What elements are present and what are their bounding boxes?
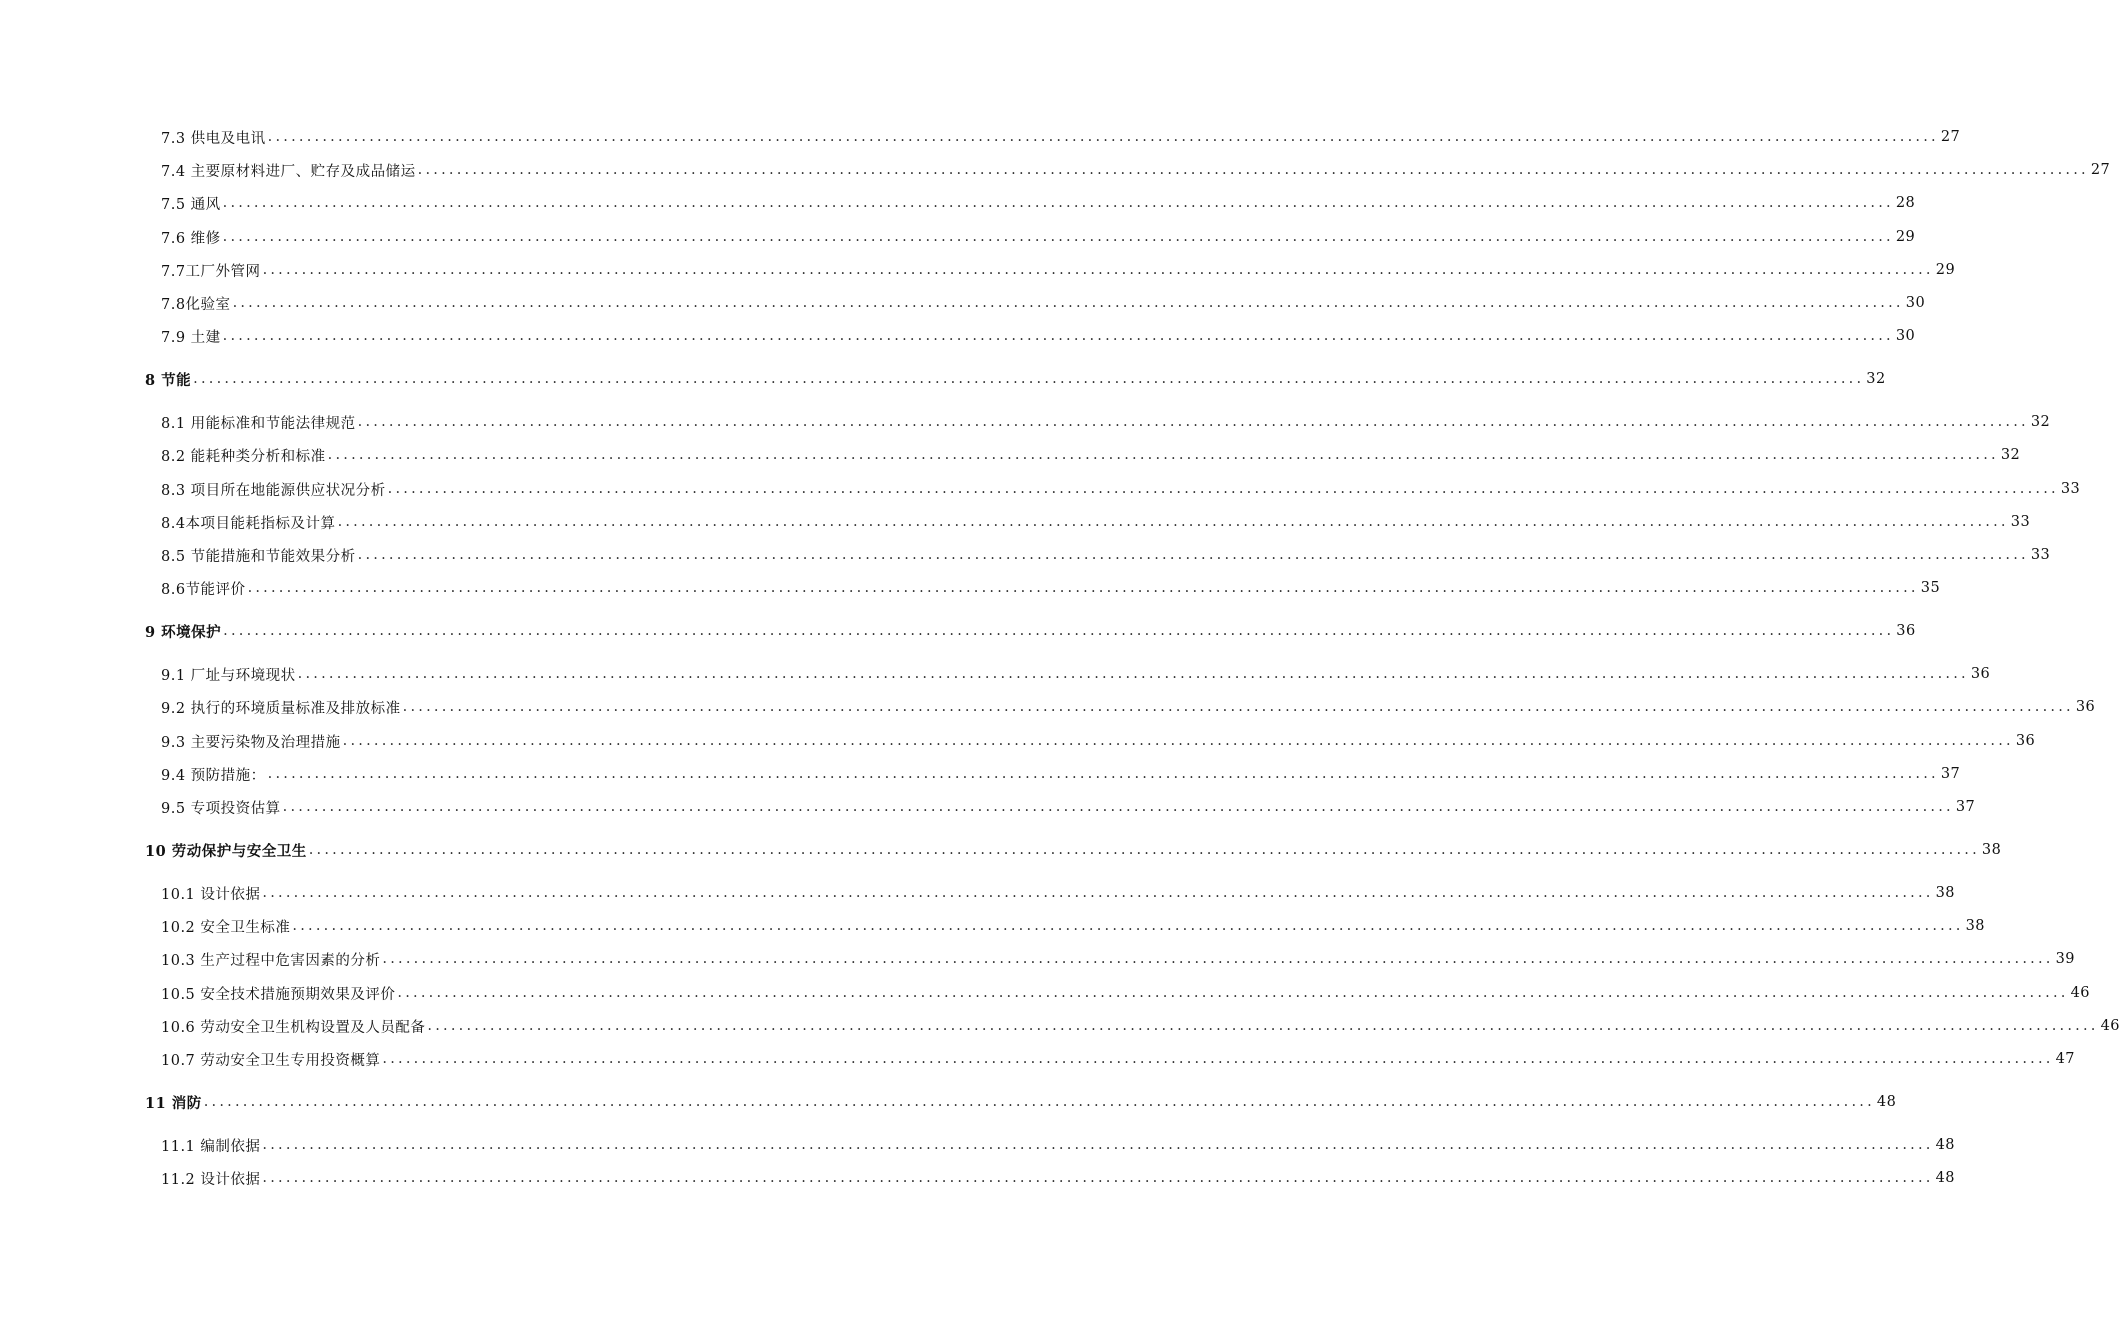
toc-entry-title: 8.1 用能标准和节能法律规范	[161, 415, 356, 432]
toc-entry[interactable]	[0, 1134, 1956, 1156]
toc-entry[interactable]	[0, 159, 2111, 181]
toc-leader-dots	[223, 192, 1894, 214]
toc-leader-dots	[397, 982, 2068, 1004]
toc-entry-page: 47	[2055, 1051, 2076, 1067]
toc-entry[interactable]	[0, 411, 2051, 433]
toc-entry-page: 33	[2060, 481, 2081, 497]
toc-entry-page: 36	[1896, 623, 1916, 639]
toc-chapter-entry[interactable]	[0, 620, 1916, 642]
toc-leader-dots	[309, 839, 1980, 861]
toc-leader-dots	[382, 1048, 2053, 1070]
toc-leader-dots	[248, 577, 1919, 599]
toc-entry-page: 30	[1905, 295, 1926, 311]
toc-entry-title: 7.9 土建	[161, 329, 221, 346]
toc-entry-title: 10.6 劳动安全卫生机构设置及人员配备	[161, 1019, 426, 1036]
toc-entry[interactable]	[0, 444, 2021, 466]
toc-chapter-title: 11 消防	[145, 1094, 202, 1112]
toc-leader-dots	[262, 1134, 1933, 1156]
toc-entry-page: 30	[1895, 328, 1916, 344]
toc-entry-title: 9.3 主要污染物及治理措施	[161, 734, 341, 751]
toc-leader-dots	[262, 1167, 1933, 1189]
toc-leader-dots	[262, 882, 1933, 904]
toc-entry-page: 48	[1876, 1094, 1897, 1110]
toc-entry-page: 36	[2015, 733, 2036, 749]
toc-entry-page: 33	[2010, 514, 2031, 530]
toc-entry-title: 10.7 劳动安全卫生专用投资概算	[161, 1052, 381, 1069]
toc-entry-title: 7.4 主要原材料进厂、贮存及成品储运	[161, 163, 416, 180]
toc-entry[interactable]	[0, 544, 2051, 566]
toc-entry-page: 38	[1935, 885, 1956, 901]
toc-chapter-title: 8 节能	[145, 371, 192, 389]
toc-entry[interactable]	[0, 1048, 2076, 1070]
toc-leader-dots	[268, 763, 1939, 785]
toc-entry-title: 10.5 安全技术措施预期效果及评价	[161, 986, 396, 1003]
toc-chapter-entry[interactable]	[0, 368, 1886, 390]
toc-entry[interactable]	[0, 259, 1956, 281]
toc-entry-page: 38	[1981, 842, 2002, 858]
toc-entry[interactable]	[0, 1167, 1956, 1189]
toc-leader-dots	[268, 126, 1939, 148]
toc-entry-page: 39	[2055, 951, 2076, 967]
toc-entry-page: 27	[1940, 129, 1961, 145]
toc-leader-dots	[193, 368, 1864, 390]
toc-entry-title: 9.1 厂址与环境现状	[161, 667, 296, 684]
toc-entry-title: 7.3 供电及电讯	[161, 130, 266, 147]
toc-entry-page: 48	[1935, 1170, 1956, 1186]
toc-leader-dots	[343, 730, 2014, 752]
toc-chapter-entry[interactable]	[0, 1091, 1897, 1113]
toc-entry-page: 38	[1965, 918, 1986, 934]
toc-entry-page: 36	[2075, 699, 2096, 715]
toc-leader-dots	[358, 544, 2029, 566]
toc-entry-title: 8.5 节能措施和节能效果分析	[161, 548, 356, 565]
toc-entry[interactable]	[0, 1015, 2120, 1037]
toc-entry[interactable]	[0, 126, 1961, 148]
toc-entry-title: 7.8化验室	[161, 296, 231, 313]
toc-leader-dots	[388, 478, 2059, 500]
toc-chapter-title: 10 劳动保护与安全卫生	[145, 842, 307, 860]
toc-leader-dots	[403, 696, 2074, 718]
toc-entry-title: 9.2 执行的环境质量标准及排放标准	[161, 700, 401, 717]
toc-entry-title: 11.1 编制依据	[161, 1138, 261, 1155]
toc-leader-dots	[283, 796, 1954, 818]
toc-entry[interactable]	[0, 292, 1926, 314]
toc-entry-page: 29	[1895, 229, 1916, 245]
toc-entry-title: 10.2 安全卫生标准	[161, 919, 291, 936]
toc-entry-page: 37	[1955, 799, 1976, 815]
toc-entry[interactable]	[0, 696, 2096, 718]
toc-entry-page: 32	[2000, 447, 2021, 463]
toc-leader-dots	[292, 915, 1963, 937]
toc-entry-title: 8.4本项目能耗指标及计算	[161, 515, 336, 532]
toc-leader-dots	[233, 292, 1904, 314]
toc-leader-dots	[338, 511, 2009, 533]
toc-leader-dots	[298, 663, 1969, 685]
toc-leader-dots	[223, 226, 1894, 248]
toc-leader-dots	[223, 620, 1894, 642]
toc-entry-page: 32	[1866, 371, 1886, 387]
toc-entry-page: 29	[1935, 262, 1956, 278]
toc-entry-title: 7.6 维修	[161, 230, 221, 247]
toc-entry-title: 8.3 项目所在地能源供应状况分析	[161, 482, 386, 499]
toc-entry-page: 32	[2030, 414, 2051, 430]
toc-entry-title: 11.2 设计依据	[161, 1171, 261, 1188]
toc-entry-title: 9.5 专项投资估算	[161, 800, 281, 817]
toc-entry[interactable]	[0, 511, 2031, 533]
toc-leader-dots	[358, 411, 2029, 433]
toc-entry-title: 10.3 生产过程中危害因素的分析	[161, 952, 381, 969]
toc-entry-page: 48	[1935, 1137, 1956, 1153]
toc-entry-page: 28	[1895, 195, 1916, 211]
toc-entry-title: 8.2 能耗种类分析和标准	[161, 448, 326, 465]
toc-entry-page: 27	[2090, 162, 2111, 178]
toc-leader-dots	[263, 259, 1934, 281]
toc-entry[interactable]	[0, 663, 1991, 685]
toc-leader-dots	[418, 159, 2089, 181]
toc-entry[interactable]	[0, 982, 2091, 1004]
toc-chapter-title: 9 环境保护	[145, 623, 222, 641]
toc-entry-title: 9.4 预防措施：	[161, 767, 266, 784]
toc-entry[interactable]	[0, 325, 1916, 347]
toc-chapter-entry[interactable]	[0, 839, 2002, 861]
toc-entry-page: 33	[2030, 547, 2051, 563]
toc-leader-dots	[223, 325, 1894, 347]
toc-leader-dots	[328, 444, 1999, 466]
toc-entry[interactable]	[0, 796, 1976, 818]
toc-entry[interactable]	[0, 730, 2036, 752]
toc-entry-page: 36	[1970, 666, 1991, 682]
toc-leader-dots	[427, 1015, 2098, 1037]
toc-entry-title: 7.7工厂外管网	[161, 263, 261, 280]
toc-entry-title: 7.5 通风	[161, 196, 221, 213]
toc-entry[interactable]	[0, 882, 1956, 904]
toc-leader-dots	[382, 948, 2053, 970]
toc-entry-page: 46	[2070, 985, 2091, 1001]
toc-entry-page: 46	[2100, 1018, 2120, 1034]
toc-entry-title: 8.6节能评价	[161, 581, 246, 598]
toc-entry[interactable]	[0, 915, 1986, 937]
toc-entry[interactable]	[0, 948, 2076, 970]
toc-leader-dots	[204, 1091, 1875, 1113]
toc-entry[interactable]	[0, 763, 1961, 785]
toc-entry[interactable]	[0, 226, 1916, 248]
toc-entry[interactable]	[0, 192, 1916, 214]
toc-entry[interactable]	[0, 577, 1941, 599]
toc-entry[interactable]	[0, 478, 2081, 500]
toc-entry-page: 37	[1940, 766, 1961, 782]
toc-entry-title: 10.1 设计依据	[161, 886, 261, 903]
toc-entry-page: 35	[1920, 580, 1941, 596]
